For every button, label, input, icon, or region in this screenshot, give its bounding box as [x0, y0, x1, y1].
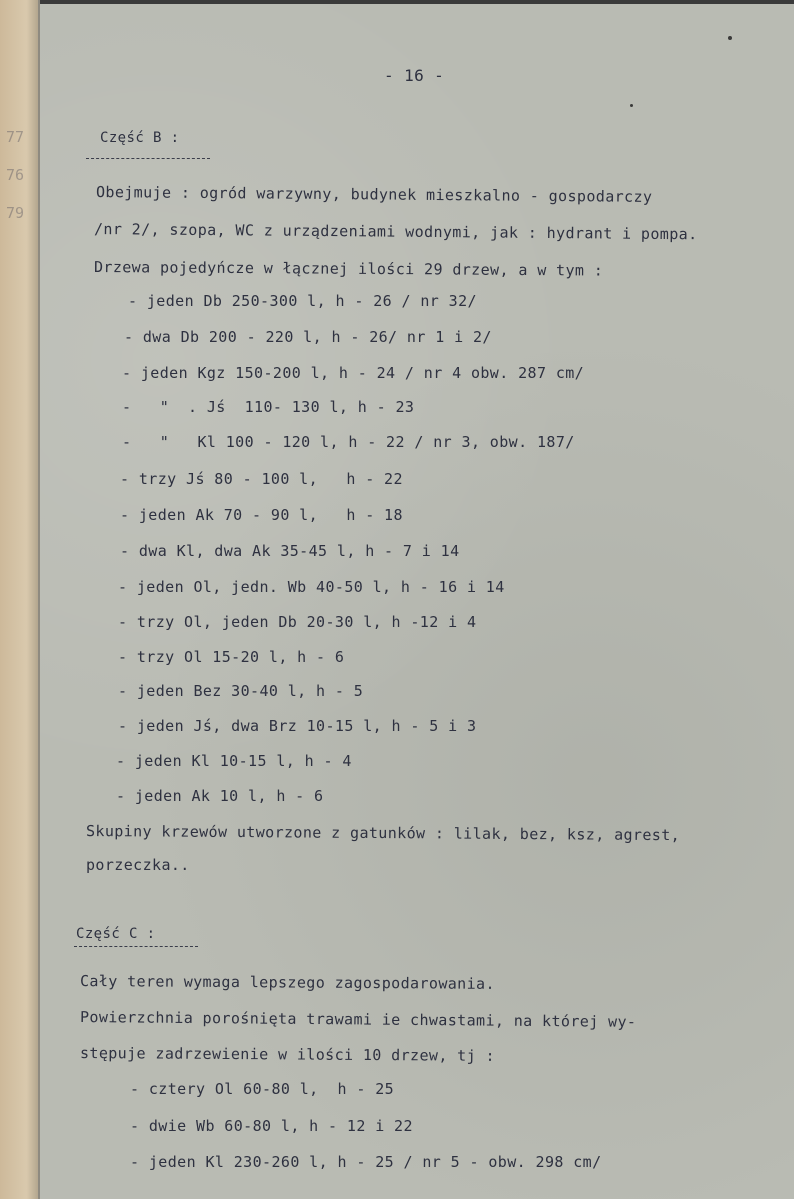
tree-list-item: - dwa Db 200 - 220 l, h - 26/ nr 1 i 2/ [124, 328, 492, 346]
tree-list-item: - trzy Ol, jeden Db 20-30 l, h -12 i 4 [118, 613, 477, 631]
margin-fragment: 77 [6, 128, 25, 146]
tree-list-item: - " . Jś 110- 130 l, h - 23 [122, 398, 415, 416]
section-c-heading: Część C : [76, 926, 156, 942]
section-b-closing-line: porzeczka.. [86, 856, 190, 874]
tree-list-item: - jeden Ak 70 - 90 l, h - 18 [120, 506, 403, 524]
section-b-intro-line: /nr 2/, szopa, WC z urządzeniami wodnymi, jak : hydrant i pompa. [93, 220, 698, 244]
tree-list-item: - dwie Wb 60-80 l, h - 12 i 22 [130, 1117, 413, 1135]
section-c-intro-line: Powierzchnia porośnięta trawami ie chwastami, na której wy- [79, 1008, 637, 1031]
tree-list-item: - cztery Ol 60-80 l, h - 25 [130, 1080, 395, 1098]
ink-speck [728, 36, 732, 40]
section-c-intro-line: stępuje zadrzewienie w ilości 10 drzew, tj : [79, 1044, 496, 1065]
margin-fragment: 76 [6, 166, 25, 184]
section-c-intro-line: Cały teren wymaga lepszego zagospodarowania. [79, 972, 496, 993]
tree-list-item: - jeden Bez 30-40 l, h - 5 [118, 682, 364, 700]
tree-list-item: - trzy Ol 15-20 l, h - 6 [118, 648, 345, 666]
heading-underline [86, 158, 210, 159]
section-b-heading: Część B : [100, 130, 180, 146]
tree-list-item: - jeden Kl 230-260 l, h - 25 / nr 5 - obw. 298 cm/ [130, 1153, 602, 1171]
page-number: - 16 - [384, 66, 445, 85]
heading-underline [74, 946, 198, 947]
tree-list-item: - " Kl 100 - 120 l, h - 22 / nr 3, obw. 187/ [122, 433, 575, 451]
tree-list-item: - trzy Jś 80 - 100 l, h - 22 [120, 470, 403, 488]
tree-list-item: - jeden Ak 10 l, h - 6 [116, 787, 324, 805]
section-b-closing-line: Skupiny krzewów utworzone z gatunków : lilak, bez, ksz, agrest, [85, 822, 681, 845]
margin-fragment: 79 [6, 204, 25, 222]
tree-list-item: - jeden Jś, dwa Brz 10-15 l, h - 5 i 3 [118, 717, 477, 735]
tree-list-item: - jeden Ol, jedn. Wb 40-50 l, h - 16 i 14 [118, 578, 505, 596]
section-b-intro-line: Obejmuje : ogród warzywny, budynek mieszkalno - gospodarczy [95, 183, 653, 206]
tree-list-item: - jeden Kgz 150-200 l, h - 24 / nr 4 obw. 287 cm/ [122, 364, 585, 382]
tree-list-item: - jeden Kl 10-15 l, h - 4 [116, 752, 352, 770]
section-b-intro-line: Drzewa pojedyńcze w łącznej ilości 29 drzew, a w tym : [93, 258, 604, 280]
tree-list-item: - jeden Db 250-300 l, h - 26 / nr 32/ [128, 292, 477, 310]
ink-speck [630, 104, 633, 107]
tree-list-item: - dwa Kl, dwa Ak 35-45 l, h - 7 i 14 [120, 542, 460, 560]
